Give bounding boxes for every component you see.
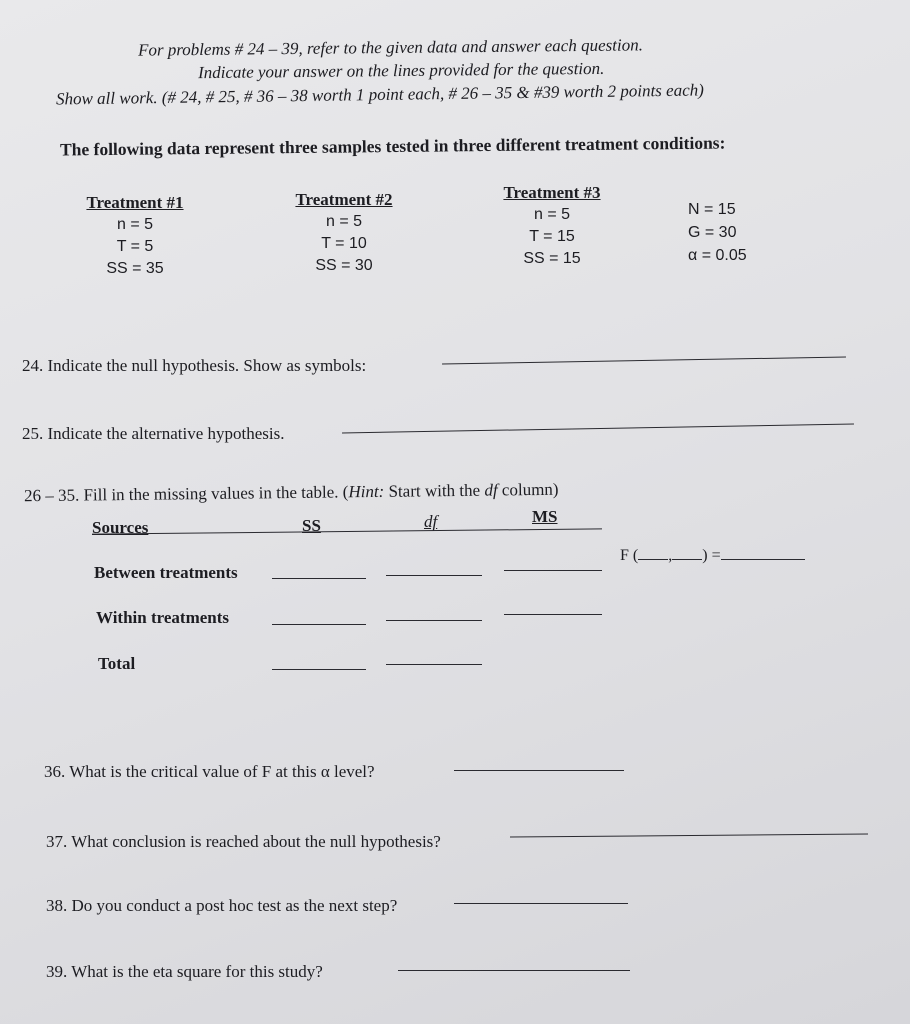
summary-values — [688, 198, 747, 267]
row-between-label: Between treatments — [94, 563, 238, 582]
treatment-3-n: n = 5 — [533, 206, 571, 223]
between-ss-blank[interactable] — [272, 578, 366, 579]
treatment-2 — [284, 189, 404, 277]
header-ms: MS — [532, 507, 558, 526]
f-open: F ( — [620, 547, 639, 564]
treatment-1-name: Treatment #1 — [86, 193, 184, 212]
treatment-2-n: n = 5 — [325, 213, 363, 230]
answer-line-25[interactable] — [342, 424, 854, 434]
treatment-1-ss: SS = 35 — [106, 260, 164, 277]
between-df-blank[interactable] — [386, 575, 482, 576]
total-df-blank[interactable] — [386, 664, 482, 665]
f-ratio — [620, 547, 805, 565]
f-close: ) = — [702, 547, 721, 564]
instructions-line-2: Indicate your answer on the lines provided for the question. — [197, 58, 605, 83]
row-within-label: Within treatments — [96, 608, 230, 627]
question-26-35 — [24, 480, 559, 507]
treatment-2-ss: SS = 30 — [315, 257, 373, 274]
treatment-1-n: n = 5 — [116, 216, 154, 233]
treatment-2-t: T = 10 — [321, 235, 367, 252]
question-26-35-text: 26 – 35. Fill in the missing values in the table. — [23, 482, 339, 506]
question-25: 25. Indicate the alternative hypothesis. — [22, 424, 285, 443]
summary-alpha: α = 0.05 — [688, 247, 747, 264]
instructions-line-1: For problems # 24 – 39, refer to the given data and answer each question. — [137, 35, 643, 60]
hint-open: ( — [342, 482, 349, 502]
header-df: df — [424, 512, 438, 531]
treatment-3-t: T = 15 — [529, 228, 575, 245]
answer-line-37[interactable] — [510, 833, 868, 837]
answer-line-38[interactable] — [454, 903, 628, 904]
treatment-1 — [76, 192, 194, 280]
within-ms-blank[interactable] — [504, 614, 602, 615]
summary-n: N = 15 — [688, 201, 736, 218]
within-df-blank[interactable] — [386, 620, 482, 621]
instructions-line-3: Show all work. (# 24, # 25, # 36 – 38 worth 1 point each, # 26 – 35 & #39 worth 2 points each) — [55, 80, 704, 109]
hint-text: Start with the — [384, 480, 481, 501]
f-blank-2[interactable] — [672, 547, 702, 560]
treatment-3-ss: SS = 15 — [523, 250, 581, 267]
header-ss: SS — [302, 516, 321, 535]
answer-line-39[interactable] — [398, 970, 630, 971]
hint-label: Hint: — [348, 481, 385, 502]
hint-close: column) — [501, 479, 559, 500]
question-24: 24. Indicate the null hypothesis. Show as symbols: — [22, 356, 367, 375]
f-value-blank[interactable] — [721, 547, 805, 560]
within-ss-blank[interactable] — [272, 624, 366, 625]
question-37: 37. What conclusion is reached about the null hypothesis? — [46, 832, 441, 851]
summary-g: G = 30 — [688, 224, 737, 241]
total-ss-blank[interactable] — [272, 669, 366, 670]
question-38: 38. Do you conduct a post hoc test as the next step? — [46, 896, 398, 915]
question-36: 36. What is the critical value of F at this α level? — [44, 762, 375, 781]
treatment-2-name: Treatment #2 — [295, 190, 393, 209]
answer-line-36[interactable] — [454, 770, 624, 771]
header-sources: Sources — [92, 518, 149, 537]
data-intro: The following data represent three samples tested in three different treatment conditions: — [59, 132, 726, 160]
hint-df: df — [484, 480, 498, 500]
treatment-1-t: T = 5 — [116, 238, 154, 255]
between-ms-blank[interactable] — [504, 570, 602, 571]
answer-line-24[interactable] — [442, 356, 846, 364]
f-blank-1[interactable] — [638, 547, 668, 560]
treatment-3-name: Treatment #3 — [503, 183, 601, 202]
row-total-label: Total — [98, 654, 136, 673]
treatment-3 — [492, 182, 612, 270]
question-39: 39. What is the eta square for this study? — [46, 962, 323, 981]
header-rule — [92, 528, 602, 534]
f-comma: , — [668, 547, 673, 564]
